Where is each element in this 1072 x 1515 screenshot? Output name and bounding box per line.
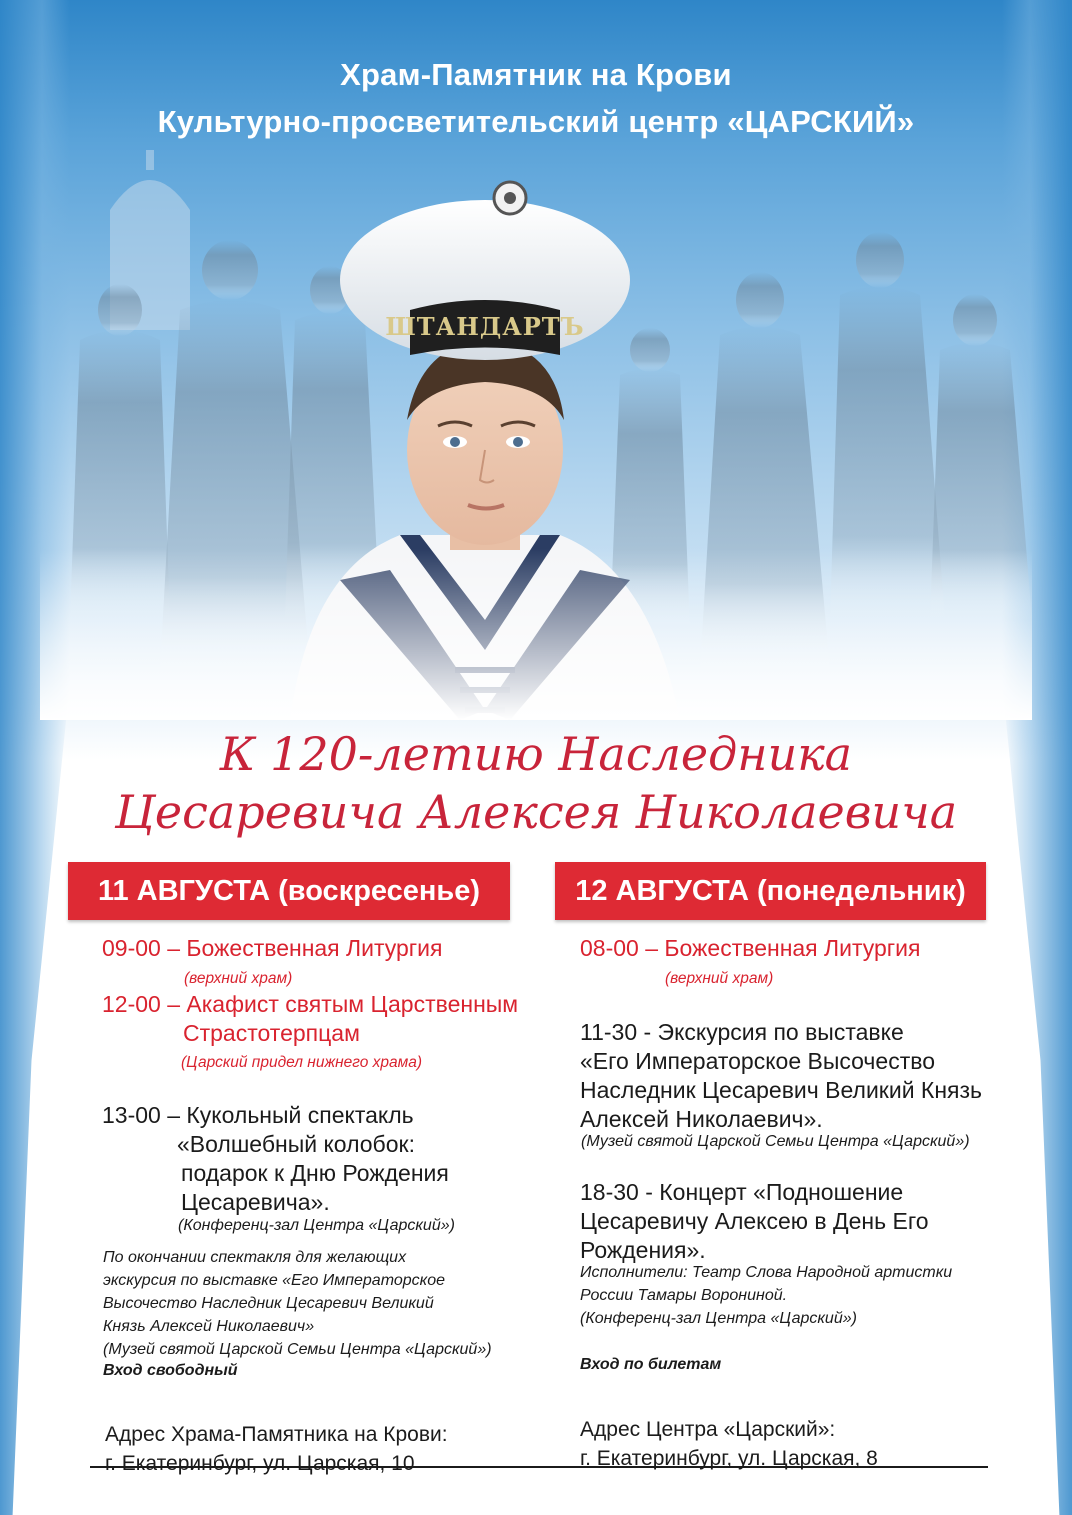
day1-event3-line4: Цесаревича». <box>181 1189 330 1215</box>
day2-event2-line1: 11-30 - Экскурсия по выставке <box>580 1019 904 1045</box>
day2-event2-line2: «Его Императорское Высочество <box>580 1048 935 1074</box>
day2-performers-2: России Тамары Ворониной. <box>580 1287 788 1304</box>
day2-event2-line4: Алексей Николаевич». <box>580 1106 823 1132</box>
day2-event3-line2: Цесаревичу Алексею в День Его <box>580 1208 929 1234</box>
day2-event2-place: (Музей святой Царской Семьи Центра «Царский») <box>581 1133 970 1150</box>
day1-after-note-2: экскурсия по выставке «Его Императорское <box>103 1272 445 1289</box>
day1-event3-line1: 13-00 – Кукольный спектакль <box>102 1102 414 1128</box>
day1-event1: 09-00 – Божественная Литургия <box>102 935 443 961</box>
day1-after-note-3: Высочество Наследник Цесаревич Великий <box>103 1295 434 1312</box>
tsesarevich-photo <box>40 150 1032 720</box>
day1-entry-free: Вход свободный <box>103 1362 238 1379</box>
day2-performers-1: Исполнители: Театр Слова Народной артистки <box>580 1264 953 1281</box>
event-title-line1: К 120-летию Наследника <box>219 727 853 781</box>
day1-event2-line2: Страстотерпцам <box>183 1020 360 1046</box>
day1-event2-place: (Царский придел нижнего храма) <box>181 1054 423 1071</box>
address-center-label: Адрес Центра «Царский»: <box>580 1418 836 1441</box>
day2-entry-tickets: Вход по билетам <box>580 1356 722 1373</box>
day1-event3-place: (Конференц-зал Центра «Царский») <box>178 1217 455 1234</box>
day1-event3-line3: подарок к Дню Рождения <box>181 1160 449 1186</box>
day1-event1-place: (верхний храм) <box>184 970 293 987</box>
day2-event3-line3: Рождения». <box>580 1237 706 1263</box>
event-title-line2: Цесаревича Алексея Николаевича <box>114 785 958 839</box>
day2-event1: 08-00 – Божественная Литургия <box>580 935 921 961</box>
day1-after-note-4: Князь Алексей Николаевич» <box>103 1318 315 1335</box>
day1-after-place: (Музей святой Царской Семьи Центра «Царский») <box>103 1341 492 1358</box>
day2-event1-place: (верхний храм) <box>665 970 774 987</box>
day1-event3-line2: «Волшебный колобок: <box>177 1131 415 1157</box>
date-banner-aug11: 11 АВГУСТА (воскресенье) <box>68 862 510 920</box>
day2-event2-line3: Наследник Цесаревич Великий Князь <box>580 1077 983 1103</box>
header-center-name: Культурно-просветительский центр «ЦАРСКИЙ» <box>157 104 915 139</box>
day2-event3-place: (Конференц-зал Центра «Царский») <box>580 1310 857 1327</box>
address-center-value: г. Екатеринбург, ул. Царская, 8 <box>580 1447 878 1470</box>
date-banner-aug12: 12 АВГУСТА (понедельник) <box>555 862 986 920</box>
address-temple-label: Адрес Храма-Памятника на Крови: <box>105 1423 448 1446</box>
day1-event2-line1: 12-00 – Акафист святым Царственным <box>102 991 519 1017</box>
address-temple-value: г. Екатеринбург, ул. Царская, 10 <box>105 1452 415 1475</box>
day1-after-note-1: По окончании спектакля для желающих <box>103 1249 407 1266</box>
header-temple-name: Храм-Памятник на Крови <box>340 57 732 92</box>
day2-event3-line1: 18-30 - Концерт «Подношение <box>580 1179 904 1205</box>
